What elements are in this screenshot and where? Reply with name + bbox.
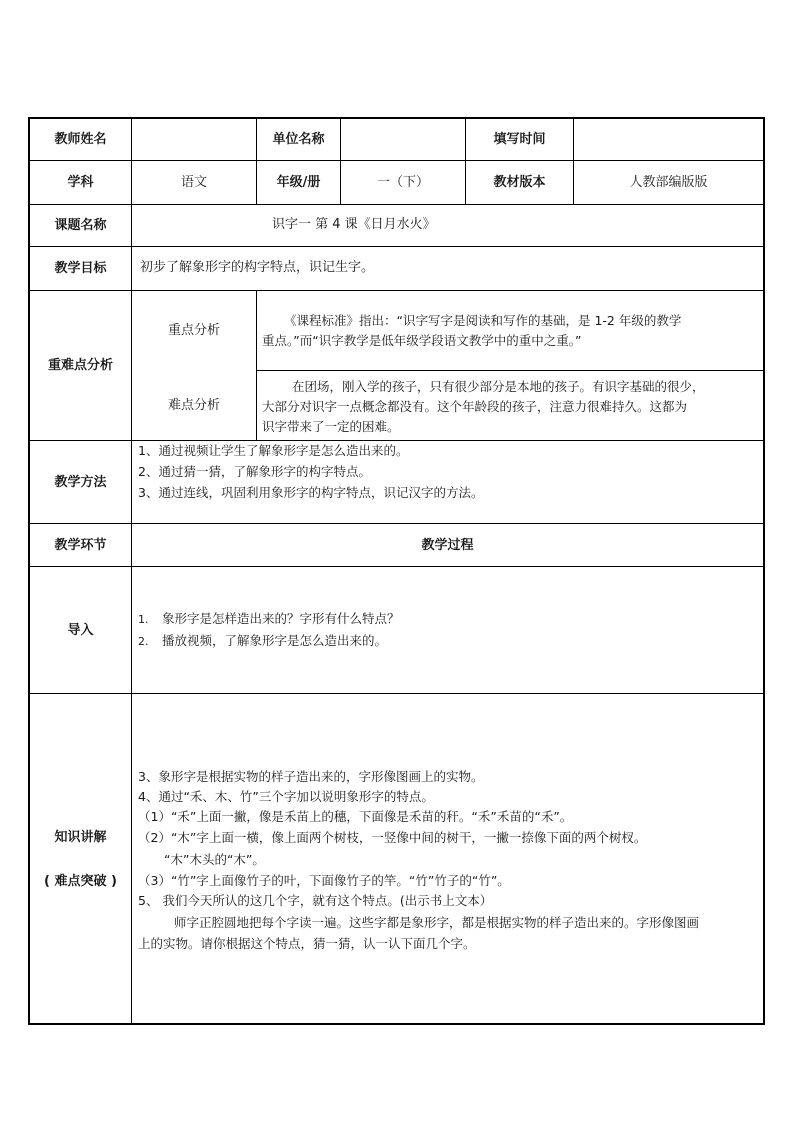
difficult-analysis-line: 识字带来了一定的困难。 [262,419,400,434]
intro-item-text: 象形字是怎样造出来的？字形有什么特点？ [162,611,400,626]
key-analysis-label: 重点分析 [167,323,220,338]
knowledge-sublabel: ( 难点突破 ) [44,874,117,889]
grade-label: 年级/册 [276,175,321,190]
teacher-name-field[interactable] [132,119,256,160]
method-line: 1、通过视频让学生了解象形字是怎么造出来的。 [138,443,409,458]
difficult-analysis-line: 大部分对识字一点概念都没有。这个年龄段的孩子，注意力很难持久。这都为 [262,399,688,414]
difficult-analysis-label: 难点分析 [167,398,220,413]
key-analysis-line: 《课程标准》指出：“识字写字是阅读和写作的基础，是 1-2 年级的教学 [284,313,682,328]
topic-value: 识字一 第 4 课《日月水火》 [272,217,436,232]
fill-time-field[interactable] [574,119,763,160]
method-line: 2、通过猜一猜，了解象形字的构字特点。 [138,464,371,479]
textbook-value: 人教部编版版 [629,175,708,190]
knowledge-line: （1）“禾”上面一撇，像是禾苗上的穗，下面像是禾苗的秆。“禾”禾苗的“禾”。 [138,809,573,824]
key-analysis-line: 重点。”而“识字教学是低年级学段语文教学中的重中之重。” [262,333,582,348]
goal-value: 初步了解象形字的构字特点，识记生字。 [140,260,375,275]
knowledge-line: （2）“木”字上面一横，像上面两个树枝，一竖像中间的树干，一撇一捺像下面的两个树杈。 [138,830,647,845]
subject-value: 语文 [180,175,207,190]
method-label: 教学方法 [54,474,107,490]
knowledge-line: “木”木头的“木”。 [164,852,265,867]
intro-item-number: 2. [138,635,149,648]
process-step-label: 教学环节 [54,537,107,553]
difficult-analysis-line: 在团场，刚入学的孩子，只有很少部分是本地的孩子。有识字基础的很少， [292,379,705,394]
knowledge-line: 3、象形字是根据实物的样子造出来的，字形像图画上的实物。 [138,769,484,784]
unit-name-field[interactable] [341,119,465,160]
teacher-name-label: 教师姓名 [54,132,107,147]
knowledge-line: 4、通过“禾、木、竹”三个字加以说明象形字的特点。 [138,789,434,804]
knowledge-line: 上的实物。请你根据这个特点，猜一猜，认一认下面几个字。 [138,936,476,951]
analysis-label: 重难点分析 [47,358,113,373]
intro-item-number: 1. [138,613,149,626]
topic-label: 课题名称 [54,218,107,233]
knowledge-label: 知识讲解 [54,830,107,845]
method-line: 3、通过连线，巩固利用象形字的构字特点，识记汉字的方法。 [138,485,484,500]
unit-name-label: 单位名称 [272,132,325,147]
subject-label: 学科 [67,175,94,190]
intro-item-text: 播放视频，了解象形字是怎么造出来的。 [162,633,388,648]
intro-label: 导入 [67,622,94,638]
grade-value: 一（下） [376,175,429,190]
knowledge-line: 5、 我们今天所认的这几个字，就有这个特点。(出示书上文本） [138,893,493,908]
process-title: 教学过程 [421,537,474,553]
knowledge-line: 师字正腔圆地把每个字读一遍。这些字都是象形字，都是根据实物的样子造出来的。字形像图画 [174,915,700,930]
knowledge-line: （3）“竹”字上面像竹子的叶，下面像竹子的竿。“竹”竹子的“竹”。 [138,873,510,888]
goal-label: 教学目标 [54,261,107,276]
textbook-label: 教材版本 [493,175,546,190]
fill-time-label: 填写时间 [493,132,546,147]
